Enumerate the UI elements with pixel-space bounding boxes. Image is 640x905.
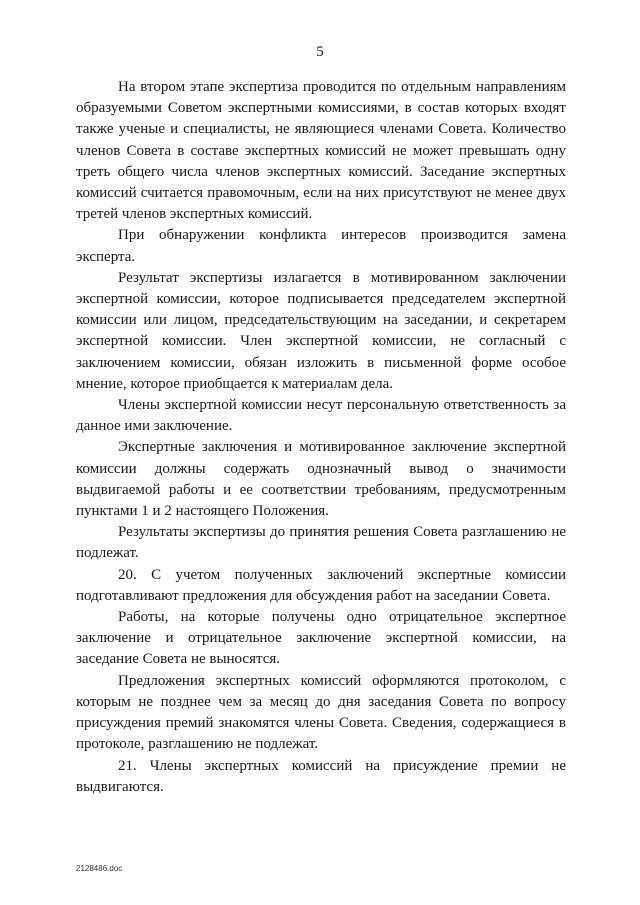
paragraph-clause-20: 20. С учетом полученных заключений экспертные комиссии подготавливают предложения для обсуждения работ на заседании Совета. <box>76 566 566 604</box>
page-number: 5 <box>316 44 324 60</box>
paragraph-conclusion-requirements: Экспертные заключения и мотивированное заключение экспертной комиссии должны содержать однозначный вывод о значимости выдвигаемой работы и ее соответствии требованиям, предусмотренным пунктами 1 и 2 настоящего Положения. <box>76 439 566 520</box>
paragraph-clause-21: 21. Члены экспертных комиссий на присуждение премии не выдвигаются. <box>76 757 566 795</box>
paragraph-negative-conclusions: Работы, на которые получены одно отрицательное экспертное заключение и отрицательное заключение экспертной комиссии, на заседание Совета не выносятся. <box>76 609 566 668</box>
paragraph-expert-stage-two: На втором этапе экспертиза проводится по отдельным направлениям образуемыми Советом экспертными комиссиями, в состав которых входят также ученые и специалисты, не являющиеся членами Совета. Количество членов Совета в составе экспертных комиссий не может превышать одну треть общего числа членов экспертных комиссий. Заседание экспертных комиссий считается правомочным, если на них присутствуют не менее двух третей членов экспертных комиссий. <box>76 79 566 223</box>
paragraph-protocol: Предложения экспертных комиссий оформляются протоколом, с которым не позднее чем за месяц до дня заседания Совета по вопросу присуждения премий знакомятся члены Совета. Сведения, содержащиеся в протоколе, разглашению не подлежат. <box>76 672 566 753</box>
paragraph-conflict-of-interest: При обнаружении конфликта интересов производится замена эксперта. <box>76 227 566 265</box>
paragraph-personal-responsibility: Члены экспертной комиссии несут персональную ответственность за данное ими заключение. <box>76 397 566 435</box>
paragraph-non-disclosure: Результаты экспертизы до принятия решения Совета разглашению не подлежат. <box>76 524 566 562</box>
document-body <box>76 77 566 798</box>
footer-filename: 2128486.doc <box>76 864 123 873</box>
paragraph-expertise-result: Результат экспертизы излагается в мотивированном заключении экспертной комиссии, которое подписывается председателем экспертной комиссии или лицом, председательствующим на заседании, и секретарем экспертной комиссии. Член экспертной комиссии, не согласный с заключением комиссии, обязан изложить в письменной форме особое мнение, которое приобщается к материалам дела. <box>76 269 566 392</box>
